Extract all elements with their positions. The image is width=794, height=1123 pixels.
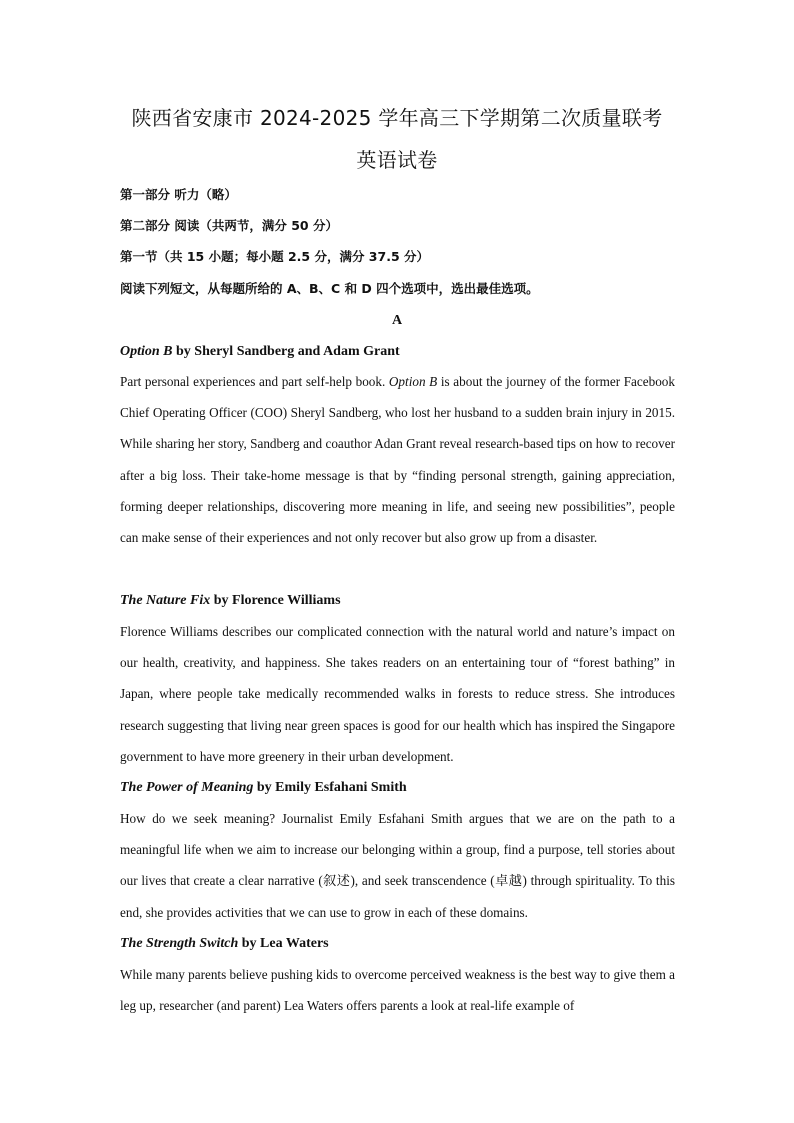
- document-title: 陕西省安康市 2024-2025 学年高三下学期第二次质量联考: [131, 106, 663, 130]
- book-heading-option-b: [120, 343, 680, 361]
- book-author: by Lea Waters: [238, 936, 329, 951]
- book-author: by Sheryl Sandberg and Adam Grant: [172, 344, 400, 359]
- section-one-heading: 第一节（共 15 小题；每小题 2.5 分，满分 37.5 分）: [120, 249, 429, 264]
- book-heading-nature-fix: [120, 592, 680, 610]
- book-description-strength-switch: While many parents believe pushing kids to overcome perceived weakness is the best way to give them a leg up, researcher (and parent) Lea Waters offers parents a look at real-life example of: [120, 967, 675, 1014]
- book-title: The Power of Meaning: [120, 780, 254, 795]
- part-one-heading: 第一部分 听力（略）: [120, 187, 237, 202]
- book-heading-strength-switch: [120, 935, 680, 953]
- book-author: by Emily Esfahani Smith: [253, 780, 407, 795]
- book-title: The Strength Switch: [120, 936, 239, 951]
- part-two-heading: 第二部分 阅读（共两节，满分 50 分）: [120, 218, 338, 233]
- document-subtitle: 英语试卷: [356, 148, 438, 172]
- passage-letter: A: [391, 313, 403, 328]
- book-heading-power-of-meaning: [120, 779, 680, 797]
- book-description-nature-fix: Florence Williams describes our complicated connection with the natural world and nature’s impact on our health, creativity, and happiness. She takes readers on an entertaining tour of “forest bathing” in Japan, where people take medically recommended walks in forests to reduce stress. She introduces research suggesting that living near green spaces is good for our health which has inspired the Singapore government to have more greenery in their urban development.: [120, 624, 675, 764]
- book-description-option-b: Part personal experiences and part self-help book. Option B is about the journey of the former Facebook Chief Operating Officer (COO) Sheryl Sandberg, who lost her husband to a sudden brain injury in 2015. While sharing her story, Sandberg and coauthor Adan Grant reveal research-based tips on how to recover after a big loss. Their take-home message is that by “finding personal strength, gaining appreciation, forming deeper relationships, discovering more meaning in life, and seeing new possibilities”, people can make sense of their experiences and not only recover but also grow up from a disaster.: [120, 374, 675, 546]
- book-title: The Nature Fix: [120, 593, 211, 608]
- reading-instruction: 阅读下列短文，从每题所给的 A、B、C 和 D 四个选项中，选出最佳选项。: [120, 281, 539, 296]
- book-description-power-of-meaning: How do we seek meaning? Journalist Emily Esfahani Smith argues that we are on the path to a meaningful life when we aim to increase our belonging within a group, find a purpose, tell stories about our lives that create a clear narrative (叙述), and seek transcendence (卓越) through spirituality. To this end, she provides activities that we can use to grow in each of these domains.: [120, 811, 675, 920]
- book-author: by Florence Williams: [210, 593, 341, 608]
- book-title: Option B: [120, 344, 173, 359]
